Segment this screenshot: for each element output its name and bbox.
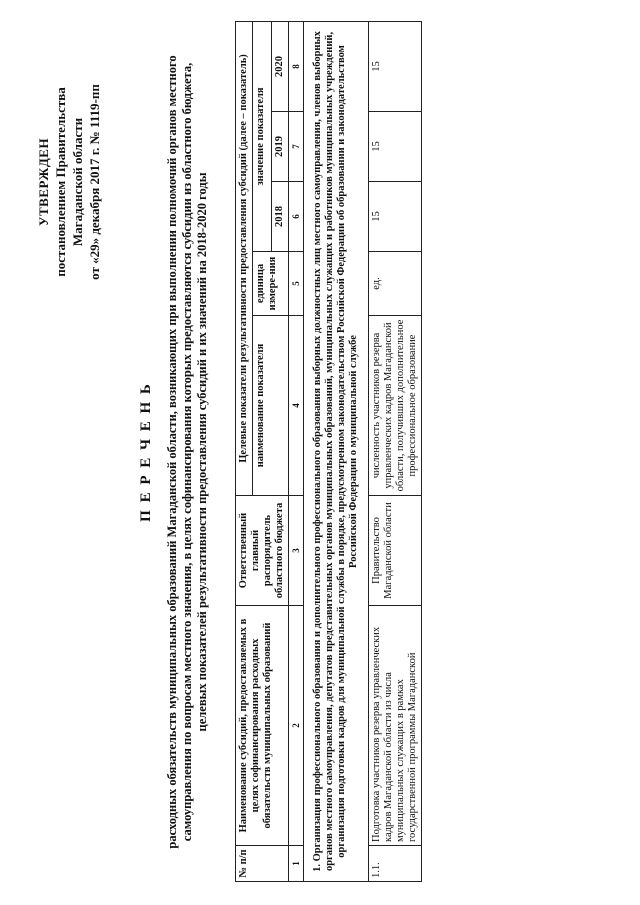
row-num: 1.1. [369,846,422,882]
section-row [304,21,369,881]
header-year-2020: 2020 [272,21,289,111]
approval-line-3: от «29» декабря 2017 г. № 1119-пп [87,84,102,280]
column-number: 4 [289,316,304,496]
row-value-2020: 15 [369,21,422,111]
row-value-2018: 15 [369,182,422,252]
approval-stamp [35,32,103,332]
column-number: 7 [289,112,304,182]
table-row [369,21,422,881]
row-administrator: Правительство Магаданской области [369,496,422,606]
rotated-document-page [15,12,625,892]
header-row-1 [236,21,253,881]
column-number: 5 [289,252,304,316]
section-heading: 1. Организация профессионального образования и дополнительного профессионального образования выборных должностных лиц местного самоуправления, членов выборных органов местного самоуправления, депутатов представительных органов муниципальных образований, муниципальных служащих и работников муниципальных учреждений, организация подготовки кадров для муниципальной службы в порядке, предусмотренном законодательством Российской Федерации об образовании и законодательством Российской Федерации о муниципальной службе [304,21,369,881]
column-number: 2 [289,606,304,846]
row-subsidy-name: Подготовка участников резерва управленческих кадров Магаданской области из числа муниципальных служащих в рамках государственной программы Магаданской [369,606,422,846]
row-indicator: численность участников резерва управленческих кадров Магаданской области, получивших дополнительное профессиональное образование [369,316,422,496]
header-indicator-name: наименование показателя [253,316,289,496]
approval-line-1: постановлением Правительства [53,87,68,277]
approval-title: УТВЕРЖДЕН [36,137,51,227]
header-unit: единица измере-ния [253,252,289,316]
header-target-indicators: Целевые показатели результативности предоставления субсидий (далее – показатель) [236,21,253,495]
column-number: 1 [289,846,304,882]
row-unit: ед. [369,252,422,316]
document-title: П Е Р Е Ч Е Н Ь [138,382,154,522]
header-subsidy-name: Наименование субсидий, предоставляемых в целях софинансирования расходных обязательств муниципальных образований [236,606,289,846]
row-value-2019: 15 [369,112,422,182]
column-number: 6 [289,182,304,252]
subsidy-table [235,21,422,882]
header-year-2018: 2018 [272,182,289,252]
header-num: № п/п [236,846,289,882]
header-administrator: Ответственный главный распорядитель областного бюджета [236,496,289,606]
header-indicator-values: значение показателя [253,21,272,251]
column-number-row [289,21,304,881]
column-number: 3 [289,496,304,606]
document-subtitle: расходных обязательств муниципальных образований Магаданской области, возникающих при выполнении полномочий органов местного самоуправления по вопросам местного значения, в целях софинансирования которых предоставляются субсидии из областного бюджета, целевых показателей результативности предоставления субсидий и их значений на 2018-2020 годы [165,55,209,849]
header-year-2019: 2019 [272,112,289,182]
approval-line-2: Магаданской области [70,117,85,247]
column-number: 8 [289,21,304,111]
